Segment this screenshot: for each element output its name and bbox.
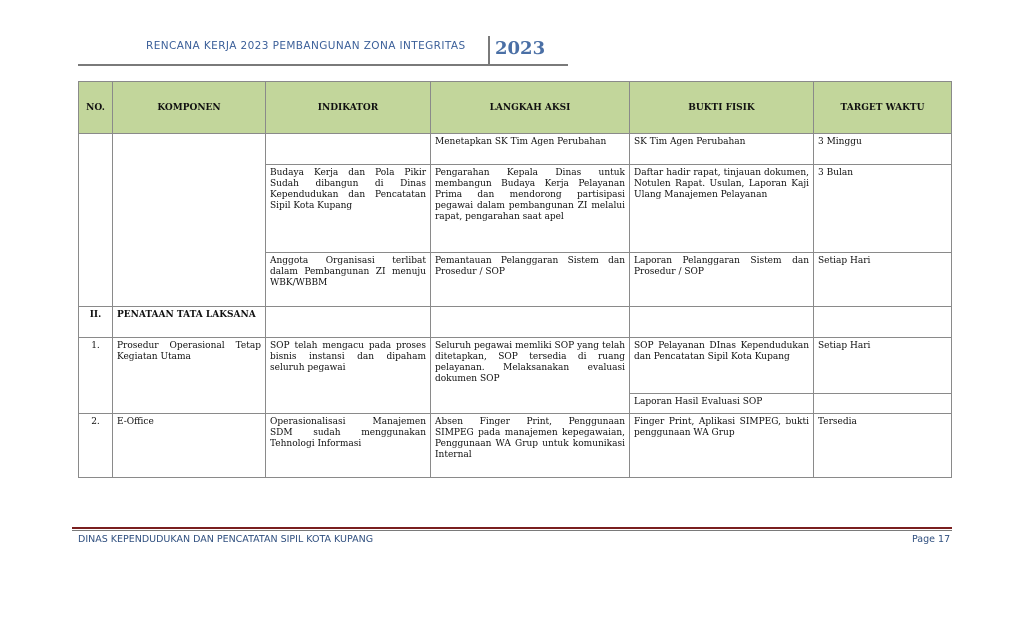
cell-bukti-fisik: Laporan Hasil Evaluasi SOP	[630, 394, 814, 414]
cell-bukti-fisik: Laporan Pelanggaran Sistem dan Prosedur / SOP	[630, 253, 814, 307]
cell-target-waktu	[814, 307, 952, 338]
cell-indikator	[266, 307, 431, 338]
table-row	[79, 338, 952, 394]
footer-rule-bottom	[72, 530, 952, 531]
cell-bukti-fisik	[630, 307, 814, 338]
cell-target-waktu: Setiap Hari	[814, 338, 952, 394]
header-year: 2023	[495, 38, 546, 59]
cell-komponen: PENATAAN TATA LAKSANA	[113, 307, 266, 338]
table-header-row	[79, 82, 952, 134]
cell-target-waktu: 3 Bulan	[814, 165, 952, 253]
cell-indikator: SOP telah mengacu pada proses bisnis instansi dan dipaham seluruh pegawai	[266, 338, 431, 414]
cell-komponen: Prosedur Operasional Tetap Kegiatan Utama	[113, 338, 266, 414]
cell-target-waktu: Tersedia	[814, 414, 952, 478]
column-header-komponen: KOMPONEN	[113, 82, 266, 134]
cell-langkah-aksi: Pemantauan Pelanggaran Sistem dan Prosedur / SOP	[431, 253, 630, 307]
cell-bukti-fisik: Finger Print, Aplikasi SIMPEG, bukti penggunaan WA Grup	[630, 414, 814, 478]
footer-page-number: Page 17	[912, 534, 951, 545]
work-plan-table	[78, 81, 952, 478]
footer-rule-top	[72, 527, 952, 529]
cell-target-waktu: Setiap Hari	[814, 253, 952, 307]
cell-indikator: Operasionalisasi Manajemen SDM sudah menggunakan Tehnologi Informasi	[266, 414, 431, 478]
table-row-section-header	[79, 307, 952, 338]
table-row	[79, 414, 952, 478]
cell-langkah-aksi: Absen Finger Print, Penggunaan SIMPEG pada manajemen kepegawaian, Penggunaan WA Grup untuk komunikasi Internal	[431, 414, 630, 478]
cell-langkah-aksi	[431, 307, 630, 338]
cell-bukti-fisik: SK Tim Agen Perubahan	[630, 134, 814, 165]
column-header-indikator: INDIKATOR	[266, 82, 431, 134]
header-title: RENCANA KERJA 2023 PEMBANGUNAN ZONA INTEGRITAS	[146, 40, 466, 52]
column-header-bukti-fisik: BUKTI FISIK	[630, 82, 814, 134]
column-header-langkah-aksi: LANGKAH AKSI	[431, 82, 630, 134]
cell-target-waktu	[814, 394, 952, 414]
cell-indikator: Anggota Organisasi terlibat dalam Pembangunan ZI menuju WBK/WBBM	[266, 253, 431, 307]
footer-organization: DINAS KEPENDUDUKAN DAN PENCATATAN SIPIL KOTA KUPANG	[78, 534, 374, 545]
column-header-target-waktu: TARGET WAKTU	[814, 82, 952, 134]
cell-indikator	[266, 134, 431, 165]
cell-no	[79, 134, 113, 307]
cell-no: II.	[79, 307, 113, 338]
cell-langkah-aksi: Menetapkan SK Tim Agen Perubahan	[431, 134, 630, 165]
header-divider	[78, 64, 568, 66]
cell-komponen	[113, 134, 266, 307]
cell-indikator: Budaya Kerja dan Pola Pikir Sudah dibangun di Dinas Kependudukan dan Pencatatan Sipil Kota Kupang	[266, 165, 431, 253]
cell-no: 1.	[79, 338, 113, 414]
cell-langkah-aksi: Pengarahan Kepala Dinas untuk membangun Budaya Kerja Pelayanan Prima dan mendorong partisipasi pegawai dalam pembangunan ZI melalui rapat, pengarahan saat apel	[431, 165, 630, 253]
table-row	[79, 134, 952, 165]
cell-langkah-aksi: Seluruh pegawai memliki SOP yang telah ditetapkan, SOP tersedia di ruang pelayanan. Melaksanakan evaluasi dokumen SOP	[431, 338, 630, 414]
column-header-no: NO.	[79, 82, 113, 134]
cell-no: 2.	[79, 414, 113, 478]
cell-komponen: E-Office	[113, 414, 266, 478]
cell-bukti-fisik: SOP Pelayanan DInas Kependudukan dan Pencatatan Sipil Kota Kupang	[630, 338, 814, 394]
cell-target-waktu: 3 Minggu	[814, 134, 952, 165]
header-vertical-bar	[488, 36, 490, 66]
cell-bukti-fisik: Daftar hadir rapat, tinjauan dokumen, Notulen Rapat. Usulan, Laporan Kaji Ulang Manajemen Pelayanan	[630, 165, 814, 253]
